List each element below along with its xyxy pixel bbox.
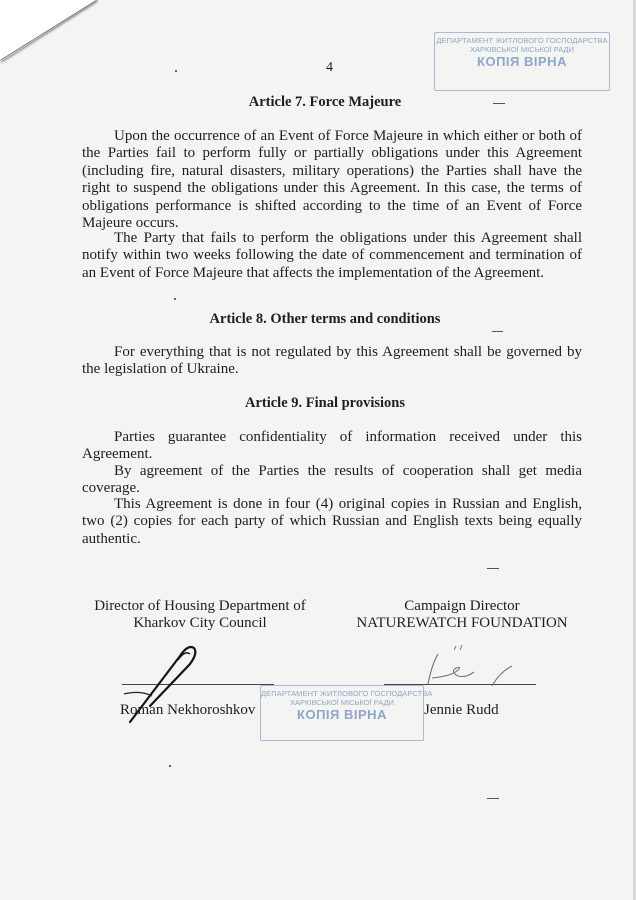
stamp-council-line: ХАРКІВСЬКОЇ МІСЬКОЇ РАДИ bbox=[289, 698, 394, 707]
right-signatory-title bbox=[336, 598, 588, 633]
article-9-paragraph-1-text: Parties guarantee confidentiality of information received under this Agreement. bbox=[82, 429, 582, 463]
article-7-paragraph-1-text: Upon the occurrence of an Event of Force Majeure in which either or both of the Parties fail to perform fully or partially obligations under this Agreement (including fire, natural disasters, military operations) the Parties shall have the right to suspend the obligations under this Agreement. In this case, the terms of obligations performance is shifted according to the time of an Event of Force Majeure occurs. bbox=[82, 128, 582, 232]
article-8-paragraph-1 bbox=[82, 344, 582, 379]
left-signatory-name: Roman Nekhoroshkov bbox=[120, 702, 256, 718]
article-9-paragraph-1 bbox=[82, 429, 582, 464]
stamp-department-line: ДЕПАРТАМЕНТ ЖИТЛОВОГО ГОСПОДАРСТВА bbox=[261, 689, 433, 698]
article-7-heading: Article 7. Force Majeure bbox=[248, 94, 402, 110]
left-signatory-title bbox=[80, 598, 320, 633]
certified-copy-stamp-bottom bbox=[260, 685, 433, 741]
speck bbox=[169, 765, 171, 767]
stamp-true-copy-line: КОПІЯ ВІРНА bbox=[297, 707, 387, 722]
right-title-line-2: NATUREWATCH FOUNDATION bbox=[356, 615, 568, 632]
article-9-paragraph-2 bbox=[82, 463, 582, 498]
article-9-paragraph-2-text: By agreement of the Parties the results of cooperation shall get media coverage. bbox=[82, 463, 582, 497]
margin-dash bbox=[487, 798, 499, 799]
article-8-heading: Article 8. Other terms and conditions bbox=[209, 311, 441, 327]
margin-dash bbox=[492, 331, 503, 332]
article-9-paragraph-3-text: This Agreement is done in four (4) original copies in Russian and English, two (2) copies for each party of which Russian and English texts being equally authentic. bbox=[82, 496, 582, 547]
stamp-true-copy-line: КОПІЯ ВІРНА bbox=[477, 54, 567, 69]
left-title-line-1: Director of Housing Department of bbox=[94, 598, 306, 614]
article-9-paragraph-3 bbox=[82, 496, 582, 548]
certified-copy-stamp-top bbox=[434, 32, 610, 91]
page-number: 4 bbox=[326, 60, 333, 75]
left-title-line-2: Kharkov City Council bbox=[133, 615, 267, 632]
speck bbox=[175, 70, 177, 72]
article-7-paragraph-2-text: The Party that fails to perform the obligations under this Agreement shall notify within two weeks following the date of commencement and termination of an Event of Force Majeure that affects the implementation of the Agreement. bbox=[82, 230, 582, 281]
stamp-department-line: ДЕПАРТАМЕНТ ЖИТЛОВОГО ГОСПОДАРСТВА bbox=[436, 36, 608, 45]
article-9-heading: Article 9. Final provisions bbox=[244, 395, 406, 411]
article-7-paragraph-1 bbox=[82, 128, 582, 232]
right-title-line-1: Campaign Director bbox=[404, 598, 520, 614]
margin-dash bbox=[487, 568, 499, 569]
right-signatory-name: Jennie Rudd bbox=[424, 702, 499, 718]
stamp-council-line: ХАРКІВСЬКОЇ МІСЬКОЇ РАДИ bbox=[469, 45, 574, 54]
folded-corner bbox=[0, 0, 98, 62]
article-7-paragraph-2 bbox=[82, 230, 582, 282]
speck bbox=[174, 298, 176, 300]
article-8-paragraph-1-text: For everything that is not regulated by this Agreement shall be governed by the legislation of Ukraine. bbox=[82, 344, 582, 378]
